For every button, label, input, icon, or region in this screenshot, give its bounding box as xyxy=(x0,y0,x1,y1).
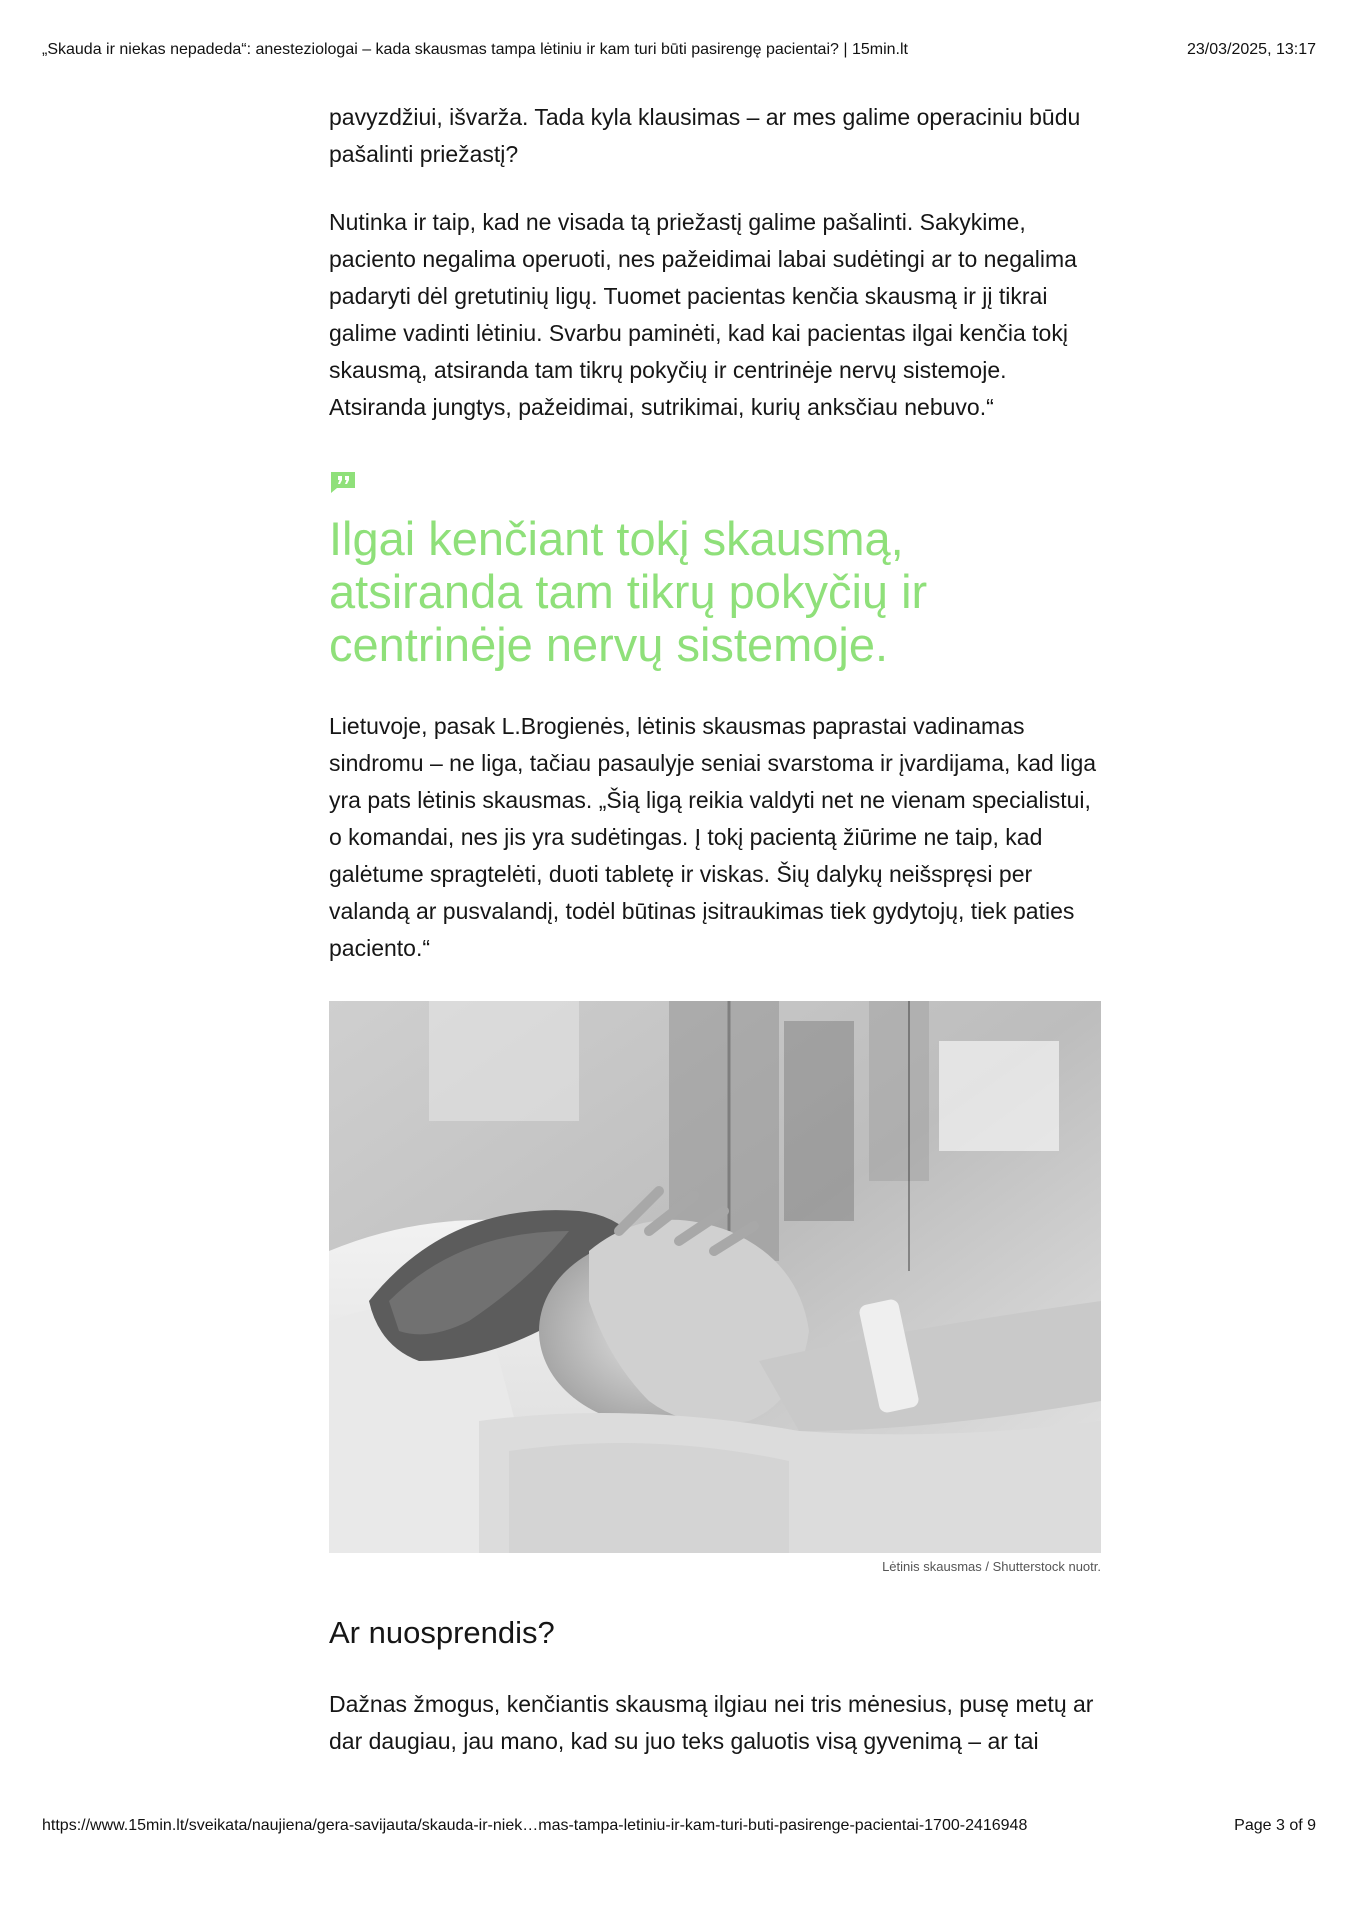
document-title: „Skauda ir niekas nepadeda“: anesteziologai – kada skausmas tampa lėtiniu ir kam turi būti pasirengę pacientai? | 15min.lt xyxy=(42,41,908,58)
article-figure xyxy=(329,1001,1101,1576)
section-heading: Ar nuosprendis? xyxy=(329,1615,555,1650)
quote-mark-icon xyxy=(329,470,357,494)
page-url: https://www.15min.lt/sveikata/naujiena/gera-savijauta/skauda-ir-niek…mas-tampa-letiniu-ir-kam-turi-buti-pasirenge-pacientai-1700-2416948 xyxy=(42,1817,1028,1834)
print-footer xyxy=(42,1816,1316,1836)
image-caption: Lėtinis skausmas / Shutterstock nuotr. xyxy=(882,1559,1101,1574)
page-number: Page 3 of 9 xyxy=(1234,1817,1316,1834)
article-paragraph: pavyzdžiui, išvarža. Tada kyla klausimas – ar mes galime operaciniu būdu pašalinti priežastį? xyxy=(329,104,1081,167)
print-date: 23/03/2025, 13:17 xyxy=(1186,41,1316,58)
print-header xyxy=(42,40,1316,60)
article-paragraph: Dažnas žmogus, kenčiantis skausmą ilgiau nei tris mėnesius, pusę metų ar dar daugiau, jau mano, kad su juo teks galuotis visą gyvenimą – ar tai xyxy=(329,1691,1094,1754)
patient-photo xyxy=(329,1001,1101,1553)
article-body xyxy=(329,99,1101,1760)
article-paragraph: Nutinka ir taip, kad ne visada tą priežastį galime pašalinti. Sakykime, paciento negalima operuoti, nes pažeidimai labai sudėtingi ar to negalima padaryti dėl gretutinių ligų. Tuomet pacientas kenčia skausmą ir jį tikrai galime vadinti lėtiniu. Svarbu paminėti, kad kai pacientas ilgai kenčia tokį skausmą, atsiranda tam tikrų pokyčių ir centrinėje nervų sistemoje. Atsiranda jungtys, pažeidimai, sutrikimai, kurių anksčiau nebuvo.“ xyxy=(329,209,1077,420)
article-paragraph: Lietuvoje, pasak L.Brogienės, lėtinis skausmas paprastai vadinamas sindromu – ne liga, tačiau pasaulyje seniai svarstoma ir įvardijama, kad liga yra pats lėtinis skausmas. „Šią ligą reikia valdyti net ne vienam specialistui, o komandai, nes jis yra sudėtingas. Į tokį pacientą žiūrime ne taip, kad galėtume spragtelėti, duoti tabletę ir viskas. Šių dalykų neišspręsi per valandą ar pusvalandį, todėl būtinas įsitraukimas tiek gydytojų, tiek paties paciento.“ xyxy=(329,713,1097,961)
pull-quote: Ilgai kenčiant tokį skausmą, atsiranda tam tikrų pokyčių ir centrinėje nervų sistemoje. xyxy=(329,512,928,671)
